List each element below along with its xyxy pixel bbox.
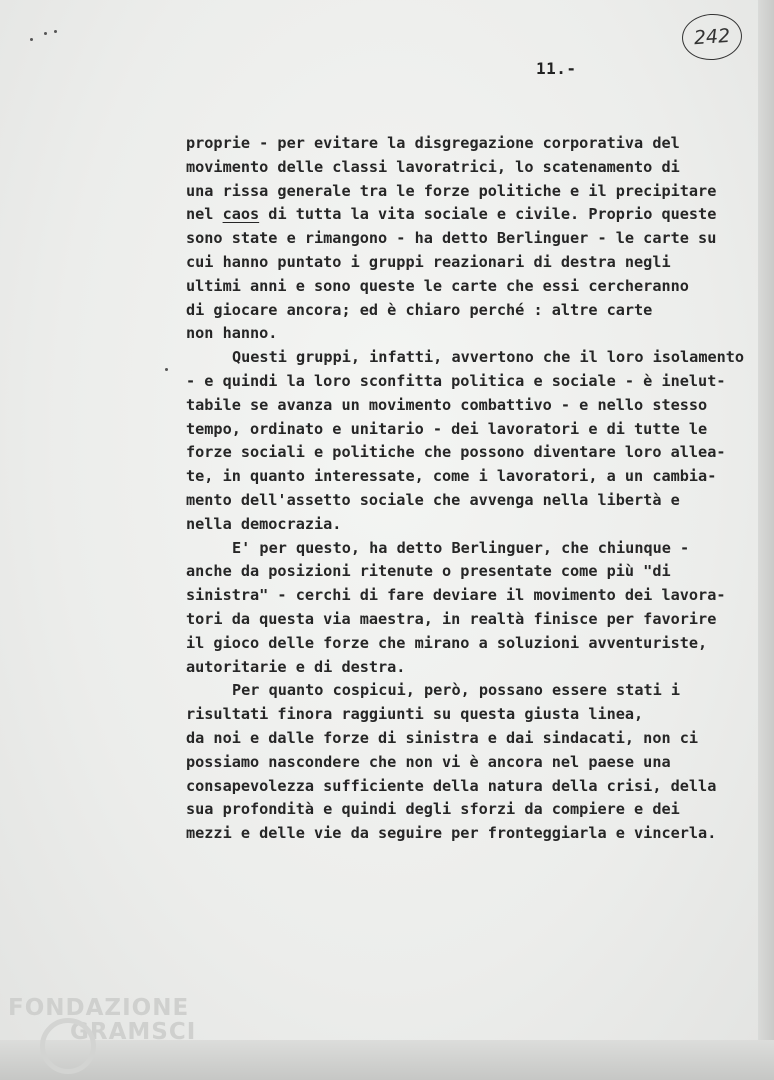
scan-speck — [165, 368, 168, 371]
text-line: te, in quanto interessate, come i lavoratori, a un cambia- — [186, 467, 717, 486]
archive-number-stamp: 242 — [680, 12, 743, 62]
text-line: sinistra" - cerchi di fare deviare il movimento dei lavora- — [186, 586, 726, 605]
underlined-word: caos — [222, 205, 260, 224]
scan-speck — [54, 30, 57, 33]
scan-speck — [30, 38, 33, 41]
text-line: movimento delle classi lavoratrici, lo scatenamento di — [186, 157, 680, 176]
text-line: nella democrazia. — [186, 514, 342, 533]
text-line: tempo, ordinato e unitario - dei lavoratori e di tutte le — [186, 419, 708, 438]
text-line: da noi e dalle forze di sinistra e dai sindacati, non ci — [186, 728, 699, 747]
text-line: possiamo nascondere che non vi è ancora nel paese una — [186, 752, 671, 771]
text-line: proprie - per evitare la disgregazione corporativa del — [186, 134, 680, 152]
text-line: una rissa generale tra le forze politiche e il precipitare — [186, 181, 717, 200]
text-line: autoritarie e di destra. — [186, 657, 406, 676]
watermark-line-2: GRAMSCI — [70, 1019, 197, 1045]
text-line: Questi gruppi, infatti, avvertono che il loro isolamento — [232, 348, 745, 367]
text-line: sua profondità e quindi degli sforzi da compiere e dei — [186, 800, 680, 819]
text-line: cui hanno puntato i gruppi reazionari di destra negli — [186, 252, 671, 271]
text-line: tori da questa via maestra, in realtà finisce per favorire — [186, 609, 717, 628]
text-line: Per quanto cospicui, però, possano essere stati i — [232, 681, 681, 700]
paragraph-2 — [186, 346, 766, 536]
text-line: anche da posizioni ritenute o presentate come più "di — [186, 562, 671, 581]
text-line: risultati finora raggiunti su questa giusta linea, — [186, 705, 644, 724]
text-line: mento dell'assetto sociale che avvenga nella libertà e — [186, 490, 680, 509]
text-line: consapevolezza sufficiente della natura della crisi, della — [186, 776, 717, 795]
paragraph-1 — [186, 132, 766, 346]
fondazione-gramsci-watermark — [8, 996, 196, 1044]
scan-speck — [44, 32, 47, 35]
text-line: - e quindi la loro sconfitta politica e sociale - è inelut- — [186, 371, 726, 390]
paragraph-4 — [186, 679, 766, 846]
text-line: forze sociali e politiche che possono diventare loro allea- — [186, 443, 726, 462]
text-line: sono state e rimangono - ha detto Berlinguer - le carte su — [186, 229, 717, 248]
text-line: mezzi e delle vie da seguire per fronteggiarla e vincerla. — [186, 824, 717, 843]
text-line-caos: nel caos di tutta la vita sociale e civile. Proprio queste — [186, 205, 717, 224]
text-line: il gioco delle forze che mirano a soluzioni avventuriste, — [186, 633, 708, 652]
text-line: di giocare ancora; ed è chiaro perché : altre carte — [186, 300, 653, 319]
watermark-line-1: FONDAZIONE — [8, 995, 190, 1021]
text-line: non hanno. — [186, 324, 278, 343]
scan-edge-bottom — [0, 1040, 774, 1080]
document-body — [186, 132, 766, 846]
text-line: tabile se avanza un movimento combattivo - e nello stesso — [186, 395, 708, 414]
text-line: E' per questo, ha detto Berlinguer, che chiunque - — [232, 538, 690, 557]
page-number: 11.- — [536, 59, 577, 78]
paragraph-3 — [186, 537, 766, 680]
text-line: ultimi anni e sono queste le carte che essi cercheranno — [186, 276, 689, 295]
watermark-logo-icon — [40, 1018, 96, 1074]
